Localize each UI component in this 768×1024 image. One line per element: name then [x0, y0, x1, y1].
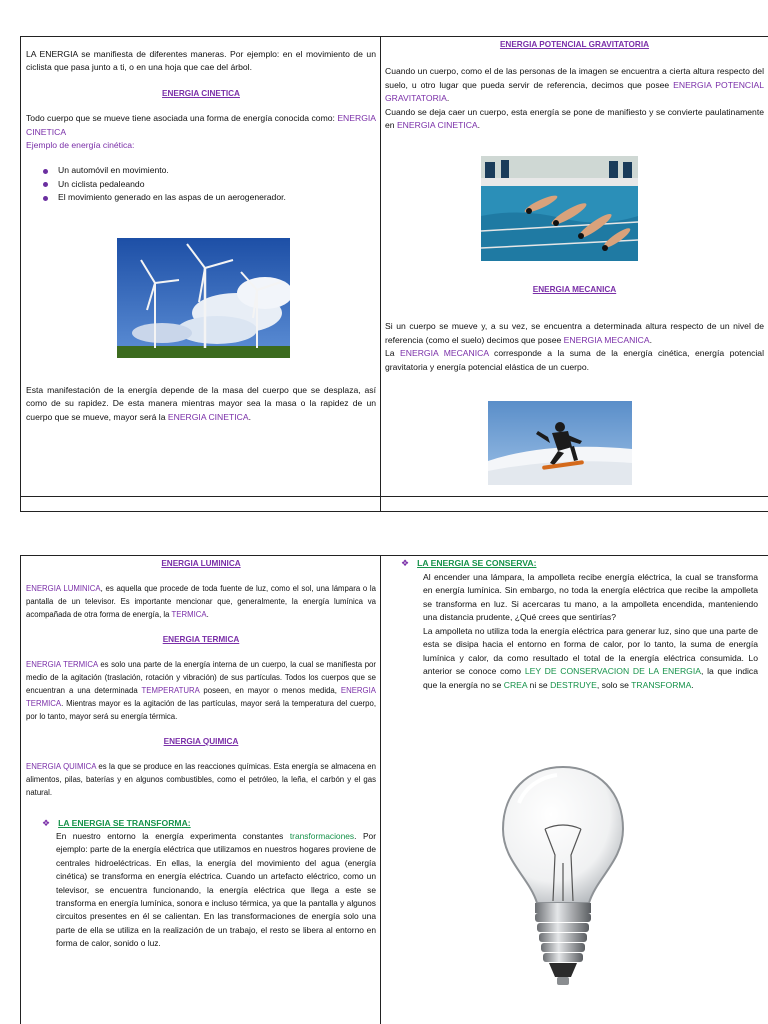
bottom-left-column	[26, 556, 376, 951]
transforma-section	[26, 817, 376, 830]
footer-rule	[21, 496, 768, 497]
snowboarder-photo	[488, 401, 632, 485]
page-bottom-sheet	[20, 555, 768, 1024]
transforma-paragraph: En nuestro entorno la energía experimenta constantes transformaciones. Por ejemplo: parte de la energía eléctrica que utilizamos en nuestros hogares proviene de centrales hidroeléctricas. En ellas, la energía del movimiento del agua (energía cinética) se transforma en energía eléctrica. Cuando un artefacto eléctrico, como un televisor, se encuentra funcionando, la energía eléctrica que llega a este se transforma en energía lumínica, sonora e incluso térmica, ya que la pantalla y algunos circuitos presentes en él se calientan. En las transformaciones de energía solo una parte de ella se utiliza en la realización de un trabajo, el resto se libera al entorno en forma de calor, sonido o luz.	[56, 831, 377, 949]
mecanica-paragraph: Si un cuerpo se mueve y, a su vez, se encuentra a determinada altura respecto de un nivel de referencia (como el suelo) decimos que posee ENERGIA MECANICA. La ENERGIA MECANICA corresponde a la suma de la energía cinética, energía potencial gravitatoria y energía potencial elástica de un cuerpo.	[385, 321, 764, 372]
list-item: Un automóvil en movimiento.	[40, 164, 376, 177]
conserva-paragraph: Al encender una lámpara, la ampolleta recibe energía eléctrica, la cual se transforma en energía lumínica. Sin embargo, no toda la energía eléctrica que recibe la ampolleta se transforma en luz. Si acercaras tu mano, a la ampolleta encendida, manteniendo una distancia prudente, ¿Qué crees que sentirías? La ampolleta no utiliza toda la energía eléctrica para generar luz, sino que una parte de esta se disipa hacia el entorno en forma de calor, por lo tanto, la suma de energía lumínica y calor, da como resultado el total de la energía eléctrica consumida. Lo anterior se conoce como LEY DE CONSERVACION DE LA ENERGIA, la que indica que la energía no se CREA ni se DESTRUYE, solo se TRANSFORMA.	[423, 571, 759, 690]
diamond-bullet-icon: ❖	[42, 818, 51, 828]
transforma-heading: LA ENERGIA SE TRANSFORMA:	[58, 818, 191, 828]
quimica-paragraph: ENERGIA QUIMICA es la que se produce en las reacciones químicas. Esta energía se almacena en alimentos, pilas, baterías y en algunos combustibles, como el petróleo, la leña, el carbón y el gas natural.	[26, 762, 376, 797]
top-left-column	[26, 37, 376, 205]
top-right-column-bottom	[385, 283, 764, 374]
top-right-column	[385, 37, 764, 132]
diamond-bullet-icon: ❖	[401, 558, 410, 568]
mecanica-heading: ENERGIA MECANICA	[532, 285, 617, 294]
page-top-sheet	[20, 36, 768, 512]
luminica-heading: ENERGIA LUMINICA	[161, 559, 241, 568]
wind-turbines-photo	[117, 238, 290, 358]
potencial-paragraph: Cuando un cuerpo, como el de las personas de la imagen se encuentra a cierta altura respecto del suelo, u otro lugar que pueda servir de referencia, decimos que posee ENERGIA POTENCIAL GRAVITATORIA. Cuando se deja caer un cuerpo, esta energía se pone de manifiesto y se convierte paulatinamente en ENERGIA CINETICA.	[385, 66, 765, 131]
luminica-paragraph: ENERGIA LUMINICA, es aquella que procede de toda fuente de luz, como el sol, una lámpara o la pantalla de un televisor. Es importante mencionar que, generalmente, la energía lumínica va acompañada de otra forma de energía, la TERMICA.	[26, 584, 376, 619]
conserva-section	[385, 557, 764, 571]
quimica-heading: ENERGIA QUIMICA	[163, 737, 239, 746]
conserva-heading: LA ENERGIA SE CONSERVA:	[417, 558, 537, 568]
top-left-column-bottom	[26, 384, 376, 424]
example-label: Ejemplo de energía cinética:	[26, 140, 135, 151]
cinetica-heading: ENERGIA CINETICA	[162, 88, 240, 98]
cinetica-definition: Todo cuerpo que se mueve tiene asociada una forma de energía conocida como: ENERGIA CINETICA	[26, 113, 376, 137]
intro-paragraph: LA ENERGIA se manifiesta de diferentes maneras. Por ejemplo: en el movimiento de un ciclista que pasa junto a ti, o en una hoja que cae del árbol.	[26, 49, 376, 73]
column-divider	[380, 37, 381, 511]
list-item: El movimiento generado en las aspas de un aerogenerador.	[40, 191, 376, 204]
light-bulb-photo	[495, 763, 631, 993]
termica-paragraph: ENERGIA TERMICA es solo una parte de la energía interna de un cuerpo, la cual se manifiesta por medio de la agitación (traslación, rotación y vibración) de sus partículas. Todos los cuerpos que se encuentran a una determinada TEMPERATURA poseen, en mayor o menos medida, ENERGIA TERMICA. Mientras mayor es la agitación de las partículas, mayor será la temperatura del cuerpo, por lo tanto, mayor será su energía térmica.	[26, 660, 376, 721]
examples-list	[40, 164, 376, 204]
column-divider	[380, 556, 381, 1024]
termica-heading: ENERGIA TERMICA	[162, 635, 240, 644]
list-item: Un ciclista pedaleando	[40, 178, 376, 191]
swimmers-diving-photo	[481, 156, 638, 261]
potencial-heading: ENERGIA POTENCIAL GRAVITATORIA	[499, 40, 650, 49]
cinetica-closing-paragraph: Esta manifestación de la energía depende de la masa del cuerpo que se desplaza, así como de su rapidez. De esta manera mientras mayor sea la masa o la rapidez de un cuerpo que se mueve, mayor será la ENERGIA CINETICA.	[26, 385, 376, 422]
bottom-right-column	[385, 556, 764, 692]
